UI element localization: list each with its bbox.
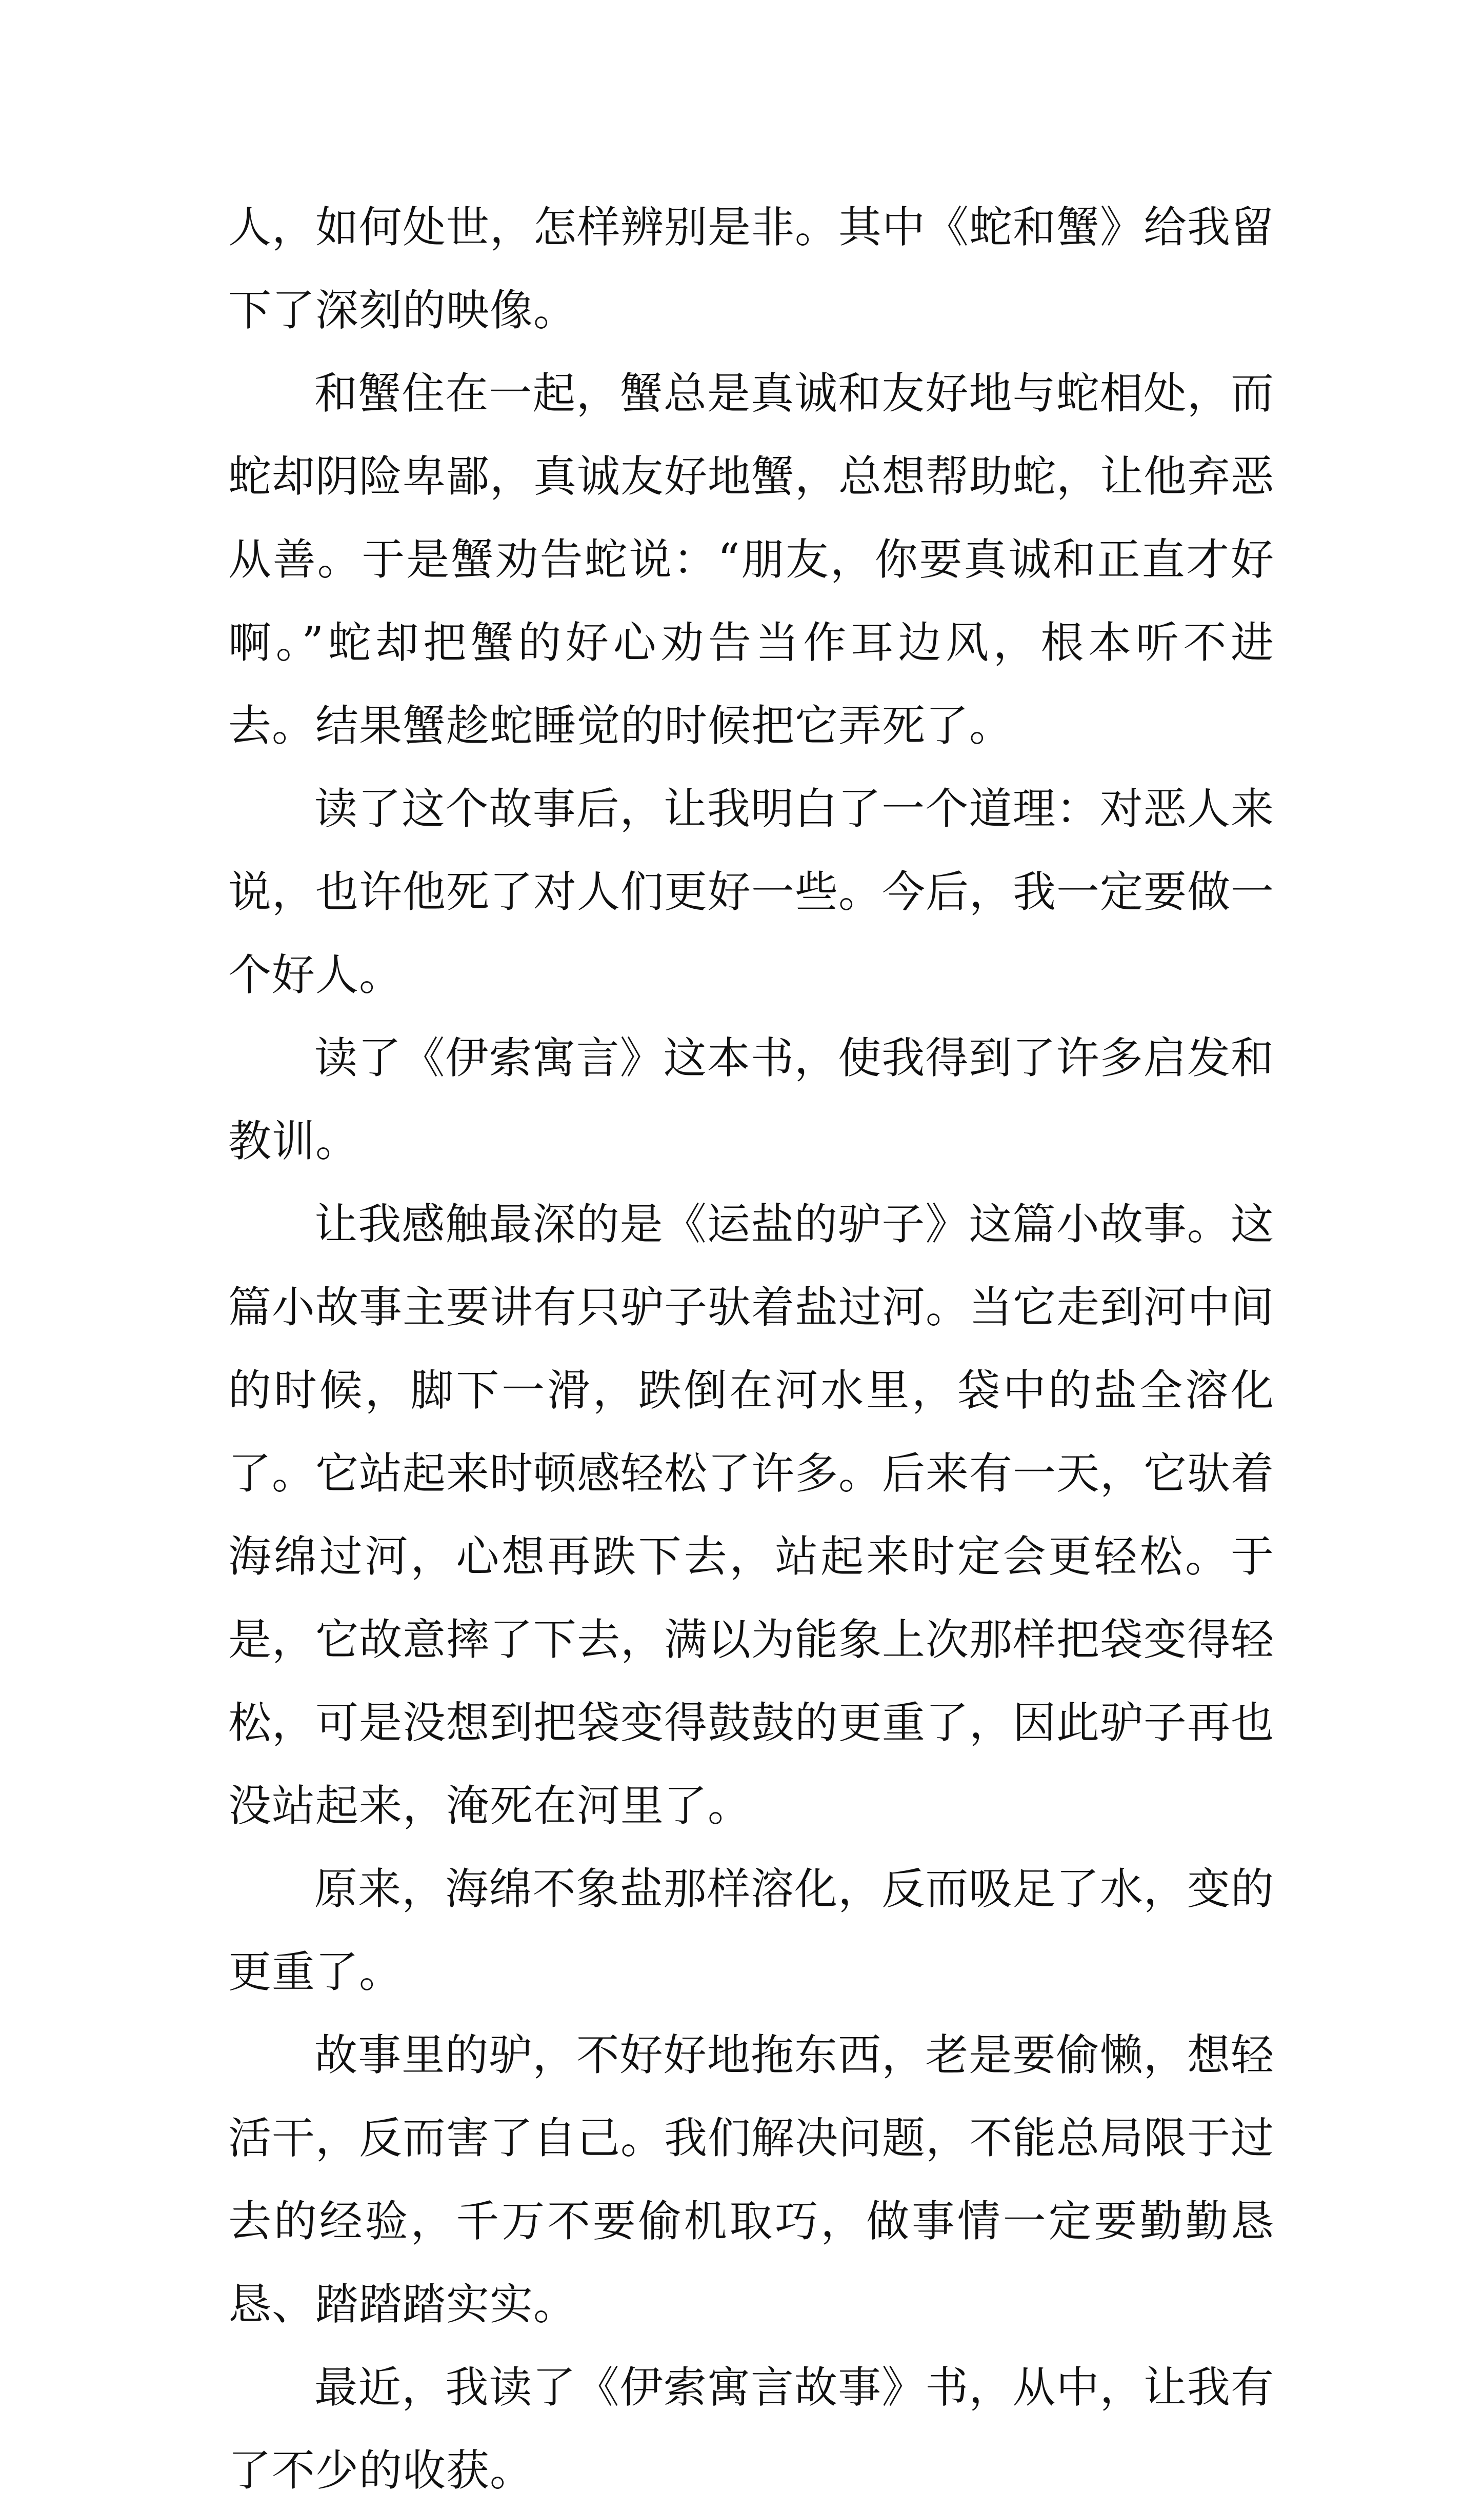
- paragraph-5: 让我感触最深的是《运盐的驴子》这篇小故事。这篇小故事主要讲有只驴子驮着盐过河。当它走到河中间的时候，脚下一滑，跌倒在河水里，袋中的盐全溶化了。它站起来时顿感轻松了许多。后来有一天，它驮着海绵过河，心想再跌下去，站起来时定会更轻松。于是，它故意摔了下去，满以为能象上次那样把袋变得轻松，可是没想到把袋变得鼓鼓的更重了，因此驴子再也没站起来，淹死在河里了。: [228, 1199, 1275, 1831]
- paragraph-4: 读了《伊索寓言》这本书，使我得到了许多启发和教训。: [228, 1033, 1274, 1166]
- paragraph-7: 故事里的驴，不好好地拖东西，老是要偷懒，想轻活干，反而害了自己。我们解决问题，不能总局限于过去的经验，千万不要偷机取巧，做事情一定要勤勤恳恳、踏踏踏实实。: [228, 2030, 1275, 2329]
- paragraph-3: 读了这个故事后，让我明白了一个道理：对恶人来说，也许他死了对人们更好一些。今后，我一定要做一个好人。: [228, 784, 1275, 1000]
- paragraph-2: 和蟹住在一起，蟹总是真诚和友好地与蛇相处，而蛇却阴险卑鄙，真诚友好地蟹，总想帮助蛇，让他弃恶从善。于是蟹劝告蛇说：“朋友，你要真诚和正直才好啊。”蛇却把蟹的好心劝告当作耳边风，根本听不进去。结果蟹趁蛇睡觉的时候把它弄死了。: [228, 368, 1275, 751]
- body-text: [228, 186, 1274, 2512]
- paragraph-6: 原来，海绵不象盐那样溶化，反而吸足了水，变的更重了。: [228, 1864, 1274, 1997]
- paragraph-8: 最近，我读了《伊索寓言故事》书，从中，让我有了不少的收获。: [228, 2362, 1274, 2496]
- paragraph-1: 人，如何处世，怎样辨别是非。其中《蛇和蟹》给我留下了深刻的映像。: [228, 202, 1275, 335]
